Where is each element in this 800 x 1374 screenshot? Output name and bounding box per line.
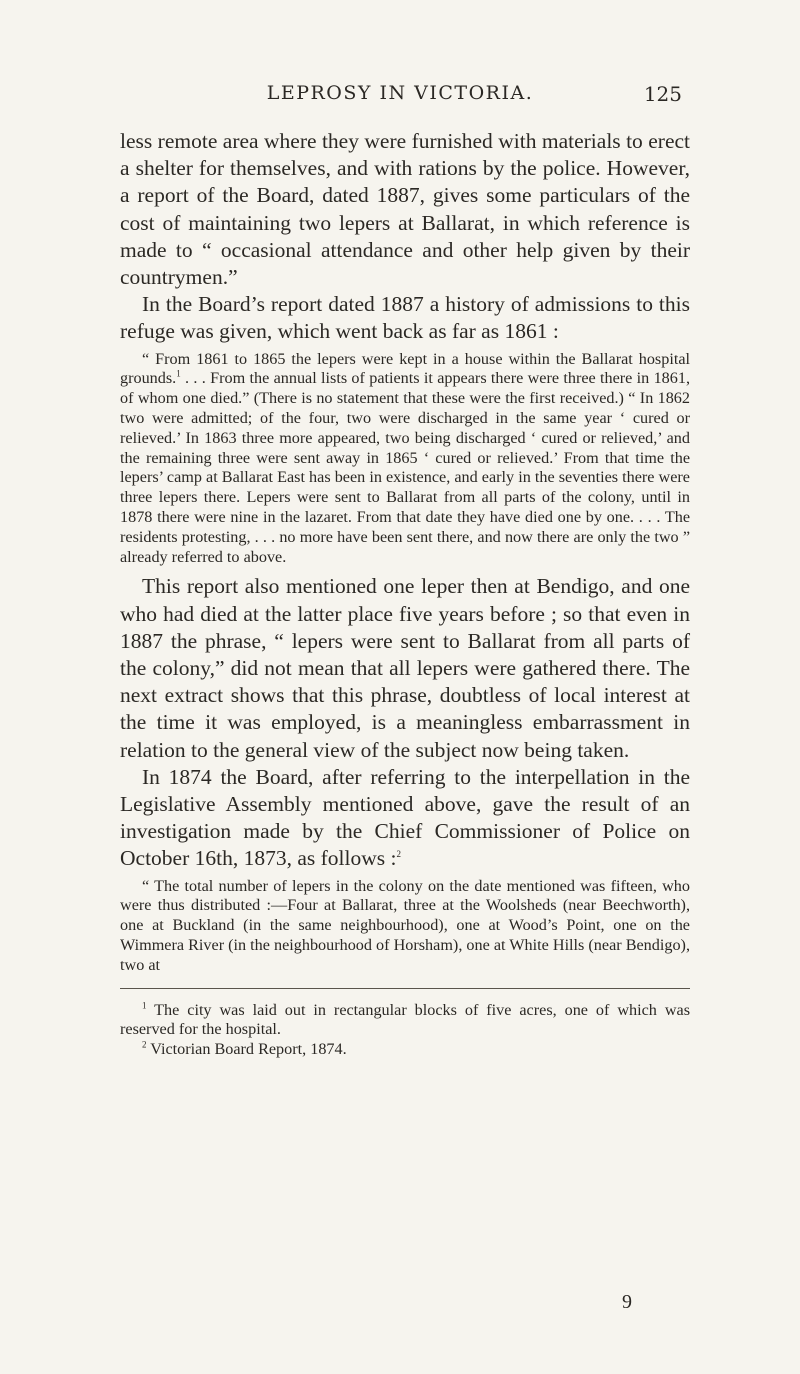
page-body [120,128,690,1060]
quote-text: . . . From the annual lists of patients it appears there were three there in 1861, of whom one died.” (There is no statement that these were the first received.) “ In 1862 two were admitted; of the four, two were discharged in the same year ‘ cured or relieved.’ In 1863 three more appeared, two being discharged ‘ cured or relieved,’ and the remaining three were sent away in 1865 ‘ cured or relieved.’ From that time the lepers’ camp at Ballarat East has been in existence, and early in the seventies there were three lepers there. Lepers were sent to Ballarat from all parts of the colony, until in 1878 there were nine in the lazaret. From that date they have died one by one. . . . The residents protesting, . . . no more have been sent there, and now there are only the two ” already referred to above. [120,369,690,566]
paragraph: less remote area where they were furnished with materials to erect a shelter for themselves, and with rations by the police. However, a report of the Board, dated 1887, gives some particulars of the cost of maintaining two lepers at Ballarat, in which reference is made to “ occasional attendance and other help given by their countrymen.” [120,129,690,290]
footnote [120,1040,690,1060]
signature-mark: 9 [622,1291,632,1313]
paragraph: This report also mentioned one leper then at Bendigo, and one who had died at the latter place five years before ; so that even in 1887 the phrase, “ lepers were sent to Ballarat from all parts of the colony,” did not mean that all lepers were gathered there. The next extract shows that this phrase, doubtless of local interest at the time it was employed, is a meaningless embarrassment in relation to the general view of the subject now being taken. [120,574,690,762]
footnote-mark: 2 [142,1039,147,1050]
footnote-mark: 1 [142,1000,147,1011]
paragraph: In the Board’s report dated 1887 a history of admissions to this refuge was given, which went back as far as 1861 : [120,292,690,344]
paragraph [120,764,690,873]
quote-text: “ From 1861 to 1865 the lepers were kept in a house within the Ballarat hospital grounds. [120,349,690,388]
footnote-ref: 2 [396,849,401,860]
page-number: 125 [643,82,682,106]
paragraph-text: In 1874 the Board, after referring to the interpellation in the Legislative Assembly mentioned above, gave the result of an investigation made by the Chief Commissioner of Police on October 16th, 1873, as follows : [120,764,690,871]
block-quote [120,350,690,568]
footnote [120,1001,690,1041]
footnote-divider [120,988,690,989]
footnote-text: Victorian Board Report, 1874. [150,1040,347,1059]
footnote-text: The city was laid out in rectangular blocks of five acres, one of which was reserved for the hospital. [120,1000,690,1039]
running-head: LEPROSY IN VICTORIA. [266,82,534,104]
page-header [0,82,800,112]
footnote-ref: 1 [176,369,181,380]
block-quote: “ The total number of lepers in the colony on the date mentioned was fifteen, who were thus distributed :—Four at Ballarat, three at the Woolsheds (near Beechworth), one at Buckland (in the same neighbourhood), one at Wood’s Point, one on the Wimmera River (in the neighbourhood of Horsham), one at White Hills (near Bendigo), two at [120,876,690,974]
